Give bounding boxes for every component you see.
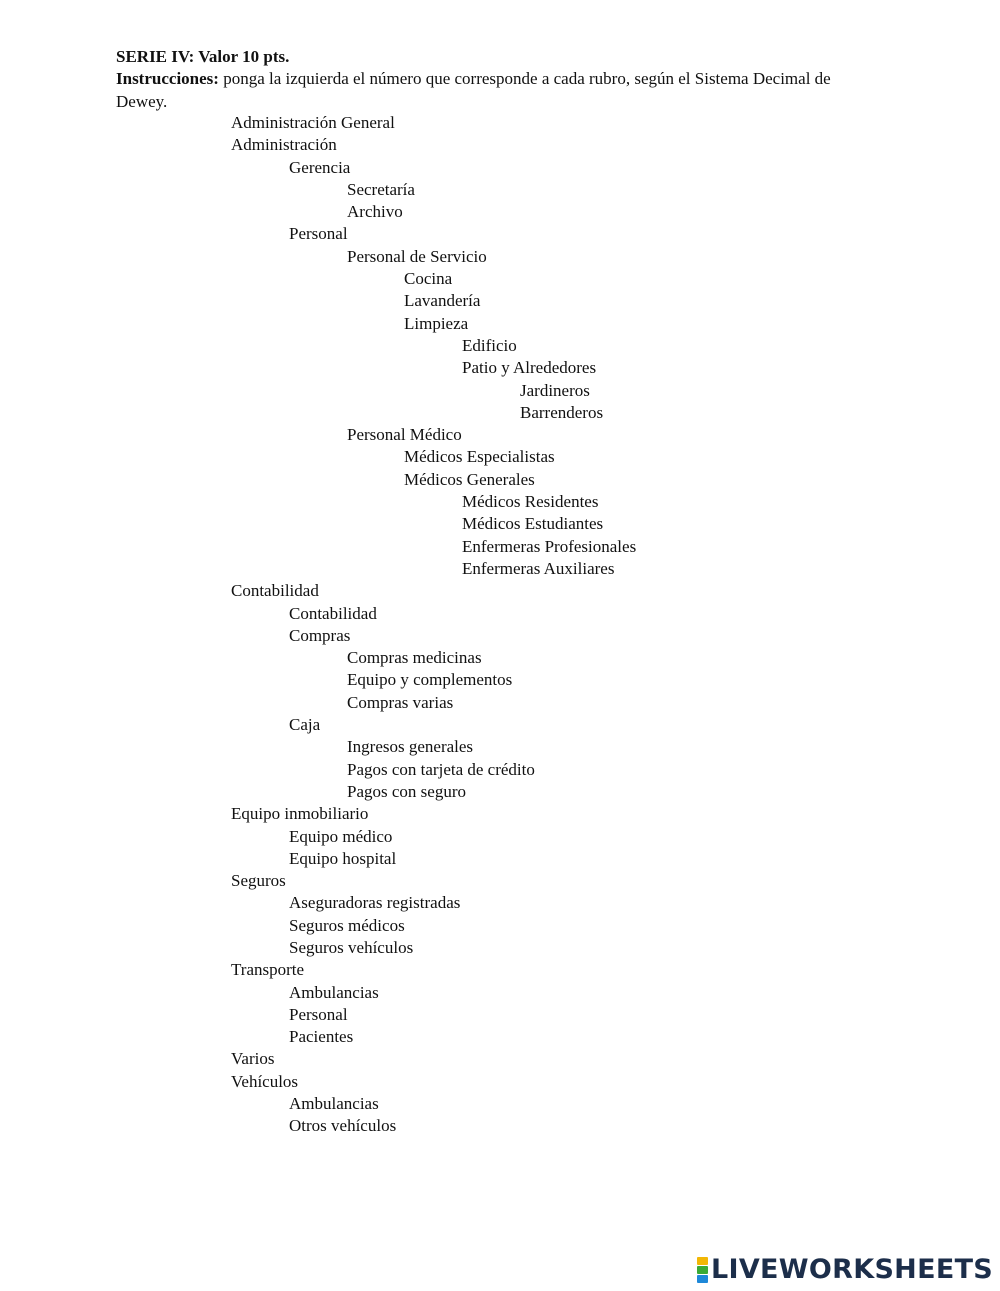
outline-item: Enfermeras Profesionales [462, 536, 637, 556]
outline-item: Patio y Alrededores [462, 358, 597, 378]
liveworksheets-wordmark: LIVEWORKSHEETS [711, 1254, 994, 1285]
outline-item: Pagos con seguro [347, 781, 466, 801]
logo-block-l [697, 1257, 708, 1265]
outline-item: Seguros médicos [289, 915, 405, 935]
outline-item: Equipo y complementos [347, 670, 513, 690]
outline-item: Administración [231, 135, 337, 155]
outline-item: Equipo inmobiliario [231, 804, 369, 824]
outline-item: Archivo [347, 202, 403, 222]
outline-item: Personal [289, 224, 348, 244]
outline-item: Equipo médico [289, 826, 393, 846]
outline-item: Pacientes [289, 1027, 354, 1047]
outline-item: Personal de Servicio [347, 246, 487, 266]
outline-item: Compras varias [347, 692, 454, 712]
outline-item: Compras medicinas [347, 648, 482, 668]
outline-item: Seguros [231, 871, 286, 891]
outline-item: Lavandería [404, 291, 481, 311]
outline-item: Médicos Generales [404, 469, 535, 489]
outline-item: Jardineros [520, 380, 590, 400]
outline-item: Transporte [231, 960, 305, 980]
logo-block-s [697, 1275, 708, 1283]
outline-item: Cocina [404, 269, 453, 289]
outline-item: Gerencia [289, 157, 351, 177]
outline-item: Personal Médico [347, 425, 462, 445]
outline-item: Enfermeras Auxiliares [462, 558, 615, 578]
outline-item: Edificio [462, 335, 517, 355]
outline-item: Limpieza [404, 313, 469, 333]
outline-item: Médicos Estudiantes [462, 514, 604, 534]
series-title: SERIE IV: Valor 10 pts. [116, 47, 290, 66]
outline-item: Médicos Especialistas [404, 447, 555, 467]
outline-item: Caja [289, 715, 321, 735]
instructions-label: Instrucciones: [116, 69, 219, 88]
outline-item: Contabilidad [231, 581, 319, 601]
outline-item: Ambulancias [289, 1094, 379, 1114]
dewey-outline-list [0, 112, 1000, 1138]
outline-item: Varios [231, 1049, 275, 1069]
liveworksheets-logo-icon [697, 1257, 708, 1283]
outline-item: Vehículos [231, 1071, 299, 1091]
outline-item: Médicos Residentes [462, 492, 599, 512]
outline-item: Aseguradoras registradas [289, 893, 461, 913]
instructions [116, 68, 886, 113]
outline-item: Secretaría [347, 179, 415, 199]
outline-item: Otros vehículos [289, 1116, 397, 1136]
outline-item: Seguros vehículos [289, 937, 414, 957]
outline-item: Personal [289, 1004, 348, 1024]
outline-item: Contabilidad [289, 603, 377, 623]
outline-item: Pagos con tarjeta de crédito [347, 759, 535, 779]
logo-block-w [697, 1266, 708, 1274]
outline-item: Ambulancias [289, 982, 379, 1002]
outline-item: Administración General [231, 113, 395, 132]
outline-item: Compras [289, 625, 351, 645]
outline-item: Ingresos generales [347, 737, 474, 757]
liveworksheets-watermark [697, 1255, 993, 1285]
outline-item: Barrenderos [520, 402, 604, 422]
instructions-text: ponga la izquierda el número que corresponde a cada rubro, según el Sistema Decimal de Dewey. [116, 69, 831, 111]
outline-item: Equipo hospital [289, 848, 397, 868]
